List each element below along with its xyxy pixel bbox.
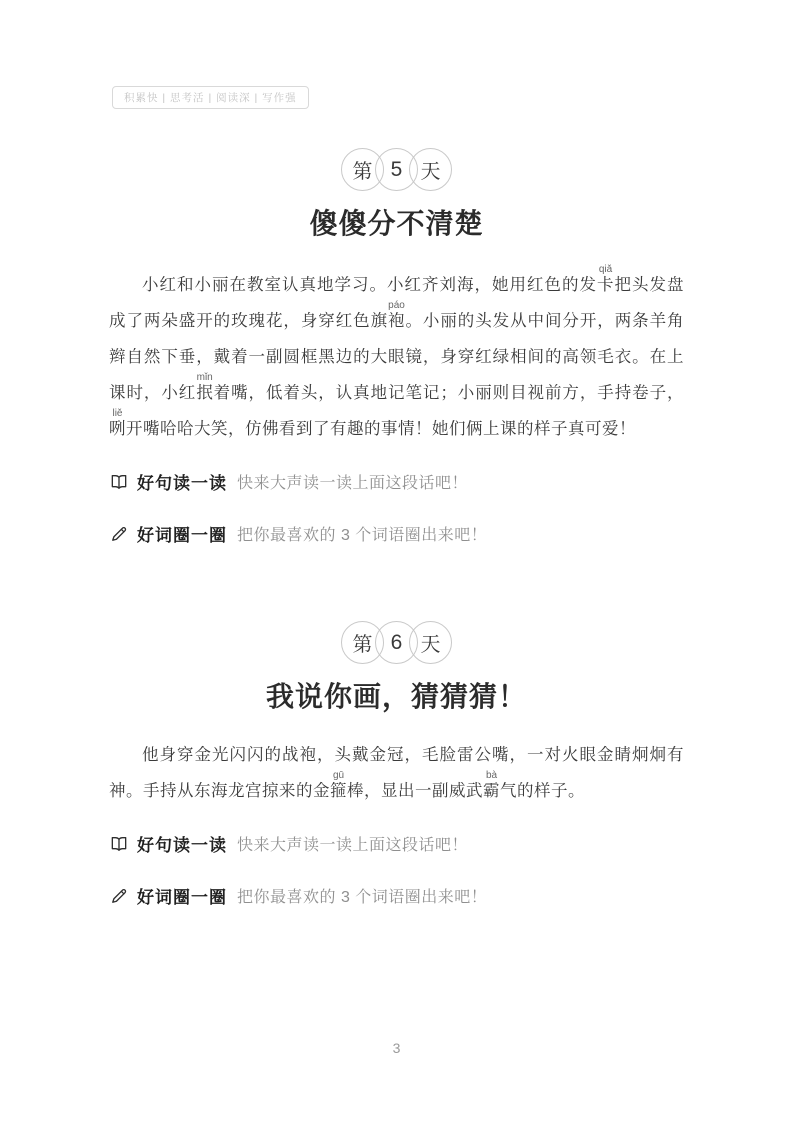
prompt-label: 好词圈一圈 <box>137 526 227 545</box>
day-prefix: 第 <box>352 161 373 183</box>
day-number: 5 <box>390 157 403 181</box>
prompt-circle-words <box>109 883 684 908</box>
open-book-icon <box>109 834 129 854</box>
section-title: 我说你画，猜猜猜！ <box>265 681 527 712</box>
prompt-read-aloud <box>109 469 684 494</box>
day-prefix: 第 <box>352 634 373 656</box>
page-number: 3 <box>392 1040 401 1056</box>
day-suffix: 天 <box>420 161 441 183</box>
pencil-icon <box>109 886 129 906</box>
prompt-label: 好句读一读 <box>137 836 227 855</box>
pencil-icon <box>109 524 129 544</box>
prompt-description: 把你最喜欢的 3 个词语圈出来吧！ <box>237 889 488 906</box>
prompt-circle-words <box>109 521 684 546</box>
section-day-5 <box>109 0 684 546</box>
day-number: 6 <box>390 630 403 654</box>
open-book-icon <box>109 472 129 492</box>
day-suffix: 天 <box>420 634 441 656</box>
day-badge <box>109 546 684 664</box>
slogan-badge: 积累快 | 思考活 | 阅读深 | 写作强 <box>112 86 309 109</box>
prompt-label: 好句读一读 <box>137 474 227 493</box>
section-paragraph: 他身穿金光闪闪的战袍，头戴金冠，毛脸雷公嘴，一对火眼金睛炯炯有神。手持从东海龙宫掠来的金箍gū棒，显出一副威武霸bà气的样子。 <box>109 745 684 800</box>
prompt-description: 快来大声读一读上面这段话吧！ <box>237 837 469 854</box>
section-paragraph: 小红和小丽在教室认真地学习。小红齐刘海，她用红色的发卡qiǎ把头发盘成了两朵盛开的玫瑰花，身穿红色旗袍páo。小丽的头发从中间分开，两条羊角辫自然下垂，戴着一副圆框黑边的大眼镜，身穿红绿相间的高领毛衣。在上课时，小红抿mǐn着嘴，低着头，认真地记笔记；小丽则目视前方，手持卷子，咧liě开嘴哈哈大笑，仿佛看到了有趣的事情！她们俩上课的样子真可爱！ <box>109 264 684 438</box>
section-title: 傻傻分不清楚 <box>309 208 484 239</box>
day-badge-suffix-circle <box>409 148 452 191</box>
prompt-read-aloud <box>109 831 684 856</box>
prompt-description: 把你最喜欢的 3 个词语圈出来吧！ <box>237 527 488 544</box>
prompt-description: 快来大声读一读上面这段话吧！ <box>237 475 469 492</box>
section-day-6 <box>109 546 684 908</box>
day-badge-suffix-circle <box>409 621 452 664</box>
prompt-label: 好词圈一圈 <box>137 888 227 907</box>
